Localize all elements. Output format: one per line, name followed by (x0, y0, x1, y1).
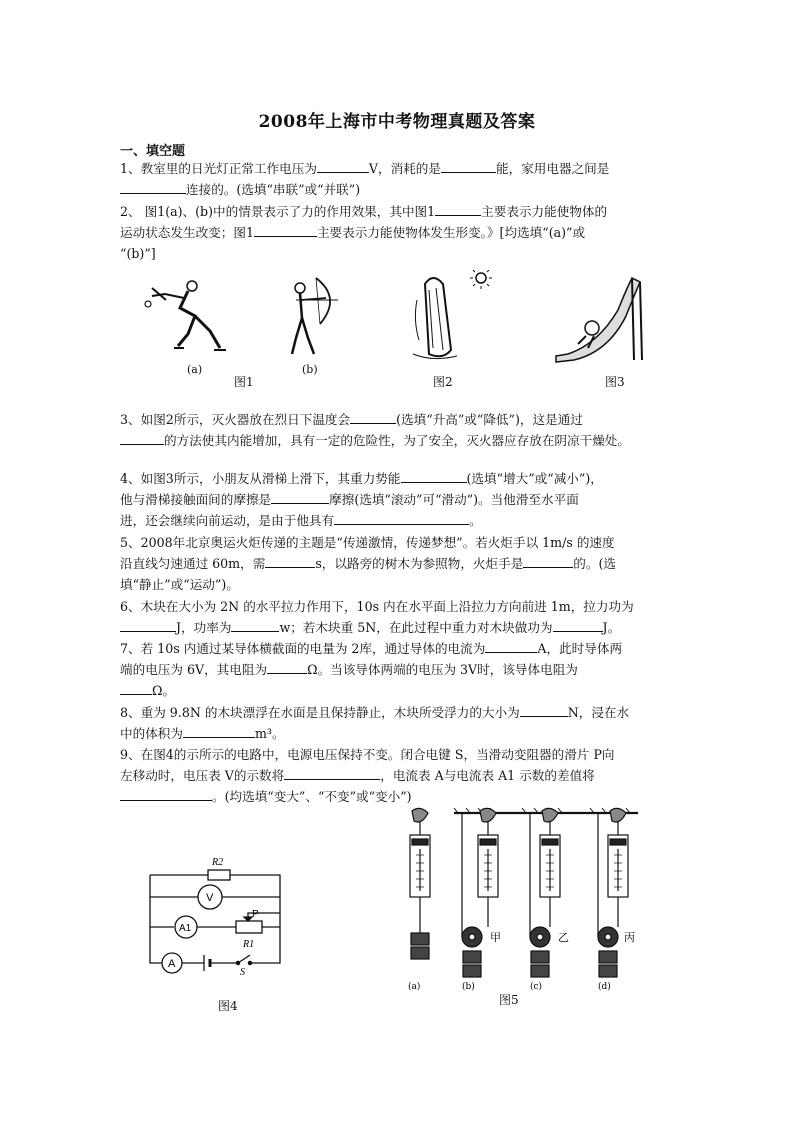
figure-1b-archer (282, 276, 352, 361)
answer-blank (520, 704, 568, 717)
figure-1-caption: 图1 (234, 375, 254, 389)
q8-text: N，浸在水 (567, 705, 630, 720)
voltmeter-label: V (206, 892, 214, 904)
answer-blank (120, 619, 176, 632)
q9-line-2 (120, 767, 595, 785)
label-s: S (240, 967, 245, 975)
figure-3-slide (548, 270, 648, 365)
q9-line-3 (120, 788, 412, 806)
figure-2-fire-extinguisher (403, 270, 493, 362)
answer-blank (120, 181, 186, 194)
figure-3-caption: 图3 (605, 375, 625, 389)
answer-blank (435, 203, 481, 216)
q7-line-3 (120, 682, 175, 700)
q2-text: 2、 图1(a)、(b)中的情景表示了力的作用效果，其中图1 (120, 204, 436, 219)
q7-text: 端的电压为 6V，其电阻为 (120, 662, 268, 677)
q8-text: 中的体积为 (120, 726, 183, 741)
label-5b: (b) (462, 982, 475, 992)
q4-line-1 (120, 470, 603, 488)
q7-text: Ω。当该导体两端的电压为 3V时，该导体电阻为 (307, 662, 578, 677)
figure-2-caption: 图2 (433, 375, 453, 389)
q7-text: 7、若 10s 内通过某导体横截面的电量为 2库，通过导体的电流为 (120, 641, 486, 656)
answer-blank (553, 619, 603, 632)
q3-text: (选填“升高”或“降低”)，这是通过 (396, 412, 583, 427)
q9-text: ，电流表 A与电流表 A1 示数的差值将 (380, 768, 595, 783)
q1-text: 1、教室里的日光灯正常工作电压为 (120, 161, 317, 176)
q6-text: J。 (602, 620, 621, 635)
q5-text: s，以路旁的树木为参照物，火炬手是 (315, 556, 524, 571)
answer-blank (254, 224, 317, 237)
answer-blank (183, 725, 255, 738)
q5-line-3: 填“静止”或“运动”)。 (120, 577, 239, 592)
answer-blank (120, 788, 212, 801)
q4-text: 进，还会继续向前运动，是由于他具有 (120, 513, 335, 528)
q5-line-1: 5、2008年北京奥运火炬传递的主题是“传递激情，传递梦想”。若火炬手以 1m/s 的速度 (120, 535, 615, 550)
label-5d: (d) (598, 982, 611, 992)
q1-text: V，消耗的是 (368, 161, 441, 176)
q1-line-2 (120, 181, 360, 199)
answer-blank (231, 619, 279, 632)
q4-text: 摩擦(选填“滚动”可“滑动”)。当他滑至水平面 (329, 492, 579, 507)
q2-text: 主要表示力能使物体发生形变。》[均选填“(a)”或 (316, 225, 586, 240)
q4-text: 4、如图3所示，小朋友从滑梯上滑下，其重力势能 (120, 471, 401, 486)
q8-line-2 (120, 725, 285, 743)
q5-line-2 (120, 555, 616, 573)
label-r2: R2 (212, 857, 224, 868)
figure-1a-label: (a) (187, 363, 203, 376)
answer-blank (523, 555, 573, 568)
q2-text: 主要表示力能使物体的 (481, 204, 608, 219)
label-r1: R1 (243, 939, 255, 950)
q4-text: 。 (469, 513, 482, 528)
q1-text: 能，家用电器之间是 (496, 161, 610, 176)
q6-text: J，功率为 (176, 620, 232, 635)
q2-line-1 (120, 203, 607, 221)
q2-line-3: “(b)”] (120, 246, 156, 261)
answer-blank (317, 160, 369, 173)
ammeter-a-label: A (168, 958, 176, 970)
q9-text: 。(均选填“变大”、“不变”或“变小”) (212, 789, 412, 804)
label-jia: 甲 (490, 931, 501, 944)
answer-blank (485, 640, 537, 653)
q4-line-2 (120, 491, 579, 509)
label-yi: 乙 (558, 931, 569, 944)
answer-blank (334, 512, 469, 525)
q3-text: 3、如图2所示，灭火器放在烈日下温度会 (120, 412, 351, 427)
figure-5-pulleys (392, 807, 642, 992)
q1-text: 连接的。(选填“串联”或“并联”) (186, 182, 361, 197)
q1-line-1 (120, 160, 609, 178)
label-5c: (c) (530, 982, 543, 992)
answer-blank (401, 470, 467, 483)
q8-line-1 (120, 704, 629, 722)
figure-1b-label: (b) (302, 363, 318, 376)
figure-1a-baseball-player (140, 276, 235, 356)
section-heading: 一、填空题 (120, 144, 186, 159)
q7-line-1 (120, 640, 622, 658)
ammeter-a1-label: A1 (179, 923, 192, 934)
q3-text: 的方法使其内能增加，具有一定的危险性，为了安全，灭火器应存放在阴凉干燥处。 (164, 433, 630, 448)
q3-line-1 (120, 411, 583, 429)
q7-line-2 (120, 661, 578, 679)
answer-blank (120, 682, 152, 695)
q9-line-1: 9、在图4的示所示的电路中，电源电压保持不变。闭合电键 S，当滑动变阻器的滑片 P向 (120, 747, 615, 762)
q8-text: 8、重为 9.8N 的木块漂浮在水面是且保持静止，木块所受浮力的大小为 (120, 705, 520, 720)
answer-blank (267, 661, 307, 674)
q9-text: 左移动时，电压表 V的示数将 (120, 768, 285, 783)
answer-blank (271, 491, 329, 504)
answer-blank (265, 555, 315, 568)
q4-text: 他与滑梯接触面间的摩擦是 (120, 492, 272, 507)
q7-text: Ω。 (152, 683, 176, 698)
figure-5-caption: 图5 (499, 993, 519, 1007)
answer-blank (350, 411, 396, 424)
answer-blank (441, 160, 496, 173)
label-p: P (252, 909, 259, 920)
q6-line-2 (120, 619, 620, 637)
q5-text: 沿直线匀速通过 60m，需 (120, 556, 266, 571)
q7-text: A，此时导体两 (537, 641, 623, 656)
label-bing: 丙 (624, 931, 635, 944)
q4-text: (选填“增大”或“减小”)， (466, 471, 603, 486)
q2-line-2 (120, 224, 585, 242)
answer-blank (120, 432, 164, 445)
label-5a: (a) (408, 982, 421, 992)
q6-line-1: 6、木块在大小为 2N 的水平拉力作用下，10s 内在水平面上沿拉力方向前进 1m，拉力功为 (120, 599, 634, 614)
q2-text: 运动状态发生改变；图1 (120, 225, 254, 240)
q8-text: m³。 (254, 726, 285, 741)
figure-4-circuit (140, 855, 290, 975)
page-title: 2008年上海市中考物理真题及答案 (258, 112, 536, 132)
q3-line-2 (120, 432, 630, 450)
figure-4-caption: 图4 (218, 999, 238, 1013)
answer-blank (284, 767, 380, 780)
q4-line-3 (120, 512, 482, 530)
q5-text: 的。(选 (573, 556, 616, 571)
q6-text: w；若木块重 5N，在此过程中重力对木块做功为 (279, 620, 553, 635)
